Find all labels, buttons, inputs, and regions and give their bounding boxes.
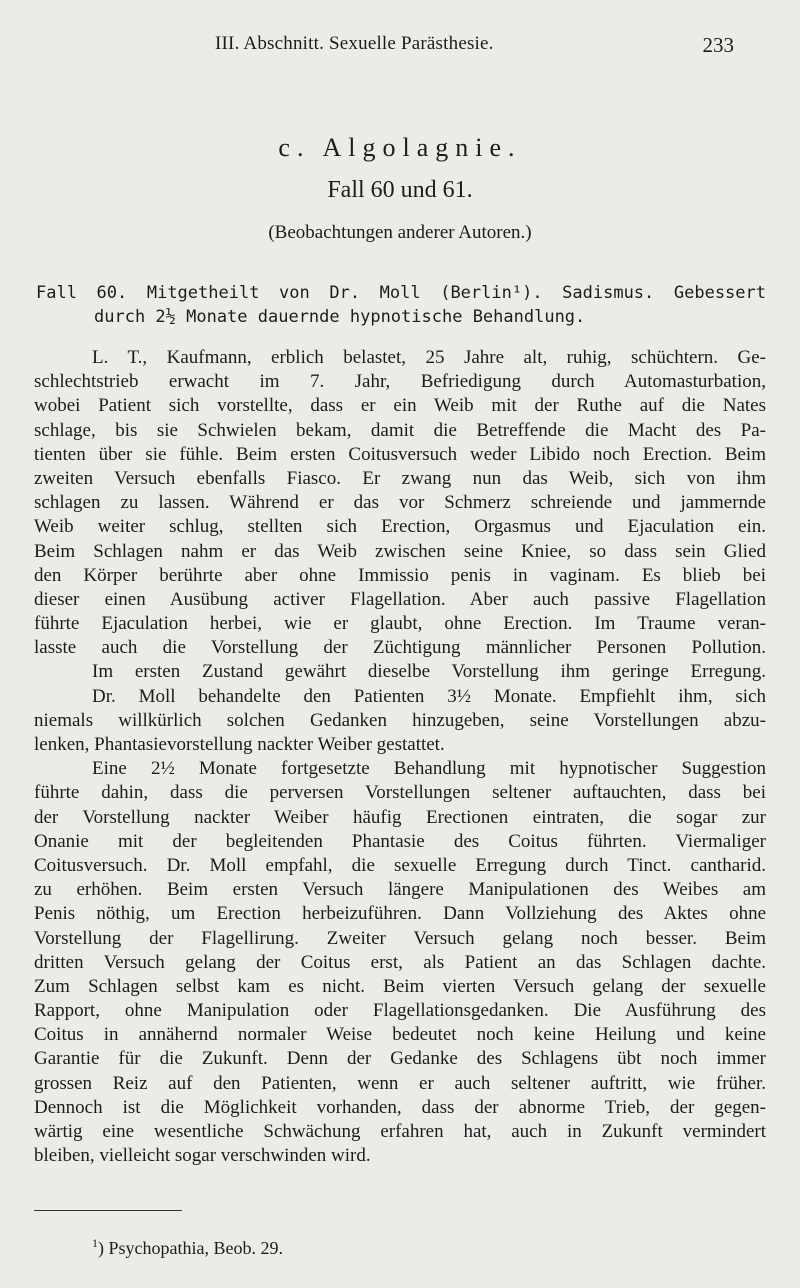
text-line: lenken, Phantasievorstellung nackter Weiber gestattet. [34, 734, 445, 755]
case-range-title: Fall 60 und 61. [327, 177, 473, 203]
text-line: der Vorstellung nackter Weiber häufig Erectionen eintraten, die sogar zur [34, 806, 766, 828]
text-line: Penis nöthig, um Erection herbeizuführen. Dann Vollziehung des Aktes ohne [34, 903, 766, 925]
text-line: tienten über sie fühle. Beim ersten Coitusversuch weder Libido noch Erection. Beim [34, 443, 766, 465]
subtitle: (Beobachtungen anderer Autoren.) [268, 222, 532, 243]
footnote-marker: 1 [92, 1236, 98, 1250]
text-line: lasste auch die Vorstellung der Züchtigung männlicher Personen Pollution. [34, 637, 766, 659]
page-number: 233 [702, 33, 734, 57]
text-line: Vorstellung der Flagellirung. Zweiter Versuch gelang noch besser. Beim [34, 927, 766, 949]
text-line: dritten Versuch gelang der Coitus erst, als Patient an das Schlagen dachte. [34, 951, 766, 973]
body-text [34, 346, 766, 1168]
text-line: grossen Reiz auf den Patienten, wenn er auch seltener auftritt, wie früher. [34, 1072, 766, 1094]
case-heading [36, 281, 766, 329]
text-line: wärtig eine wesentliche Schwächung erfahren hat, auch in Zukunft vermindert [34, 1121, 766, 1142]
text-line: zweiten Versuch ebenfalls Fiasco. Er zwang nun das Weib, sich von ihm [34, 467, 766, 489]
text-line: L. T., Kaufmann, erblich belastet, 25 Jahre alt, ruhig, schüchtern. Ge- [92, 347, 766, 368]
text-line: schlechtstrieb erwacht im 7. Jahr, Befriedigung durch Automasturbation, [34, 371, 766, 393]
case-heading-line: Fall 60. Mitgetheilt von Dr. Moll (Berlin¹). Sadismus. Gebessert [36, 283, 766, 303]
text-line: Weib weiter schlug, stellten sich Erection, Orgasmus und Ejaculation ein. [34, 516, 766, 538]
text-line: Eine 2½ Monate fortgesetzte Behandlung mit hypnotischer Suggestion [92, 758, 766, 780]
text-line: Dr. Moll behandelte den Patienten 3½ Monate. Empfiehlt ihm, sich [92, 685, 766, 707]
text-line: niemals willkürlich solchen Gedanken hinzugeben, seine Vorstellungen abzu- [34, 709, 766, 731]
case-heading-line: durch 2½ Monate dauernde hypnotische Behandlung. [94, 307, 586, 327]
footnote [92, 1236, 283, 1259]
footnote-divider [34, 1210, 182, 1211]
text-line: Im ersten Zustand gewährt dieselbe Vorstellung ihm geringe Erregung. [92, 661, 766, 683]
text-line: zu erhöhen. Beim ersten Versuch längere Manipulationen des Weibes am [34, 879, 766, 901]
footnote-text: ) Psychopathia, Beob. 29. [98, 1238, 283, 1258]
text-line: Coitusversuch. Dr. Moll empfahl, die sexuelle Erregung durch Tinct. cantharid. [34, 854, 766, 876]
text-line: den Körper berührte aber ohne Immissio penis in vaginam. Es blieb bei [34, 564, 766, 586]
text-line: schlage, bis sie Schwielen bekam, damit die Betreffende die Macht des Pa- [34, 419, 766, 441]
text-line: Zum Schlagen selbst kam es nicht. Beim vierten Versuch gelang der sexuelle [34, 975, 766, 997]
running-title: III. Abschnitt. Sexuelle Parästhesie. [215, 33, 494, 54]
text-line: schlagen zu lassen. Während er das vor Schmerz schreiende und jammernde [34, 492, 766, 514]
text-line: Onanie mit der begleitenden Phantasie des Coitus führten. Viermaliger [34, 830, 766, 852]
text-line: Coitus in annähernd normaler Weise bedeutet noch keine Heilung und keine [34, 1024, 766, 1046]
text-line: führte Ejaculation herbei, wie er glaubt, ohne Erection. Im Traume veran- [34, 613, 766, 635]
text-line: Garantie für die Zukunft. Denn der Gedanke des Schlagens übt noch immer [34, 1048, 766, 1070]
text-line: wobei Patient sich vorstellte, dass er ein Weib mit der Ruthe auf die Nates [34, 395, 766, 417]
text-line: Dennoch ist die Möglichkeit vorhanden, dass der abnorme Trieb, der gegen- [34, 1096, 766, 1118]
text-line: führte dahin, dass die perversen Vorstellungen seltener auftauchten, dass bei [34, 782, 766, 804]
text-line: dieser einen Ausübung activer Flagellation. Aber auch passive Flagellation [34, 588, 766, 610]
running-header [0, 33, 800, 59]
text-line: bleiben, vielleicht sogar verschwinden wird. [34, 1145, 371, 1167]
text-line: Beim Schlagen nahm er das Weib zwischen seine Kniee, so dass sein Glied [34, 540, 766, 562]
text-line: Rapport, ohne Manipulation oder Flagellationsgedanken. Die Ausführung des [34, 1000, 766, 1022]
section-title: c. Algolagnie. [278, 133, 522, 162]
